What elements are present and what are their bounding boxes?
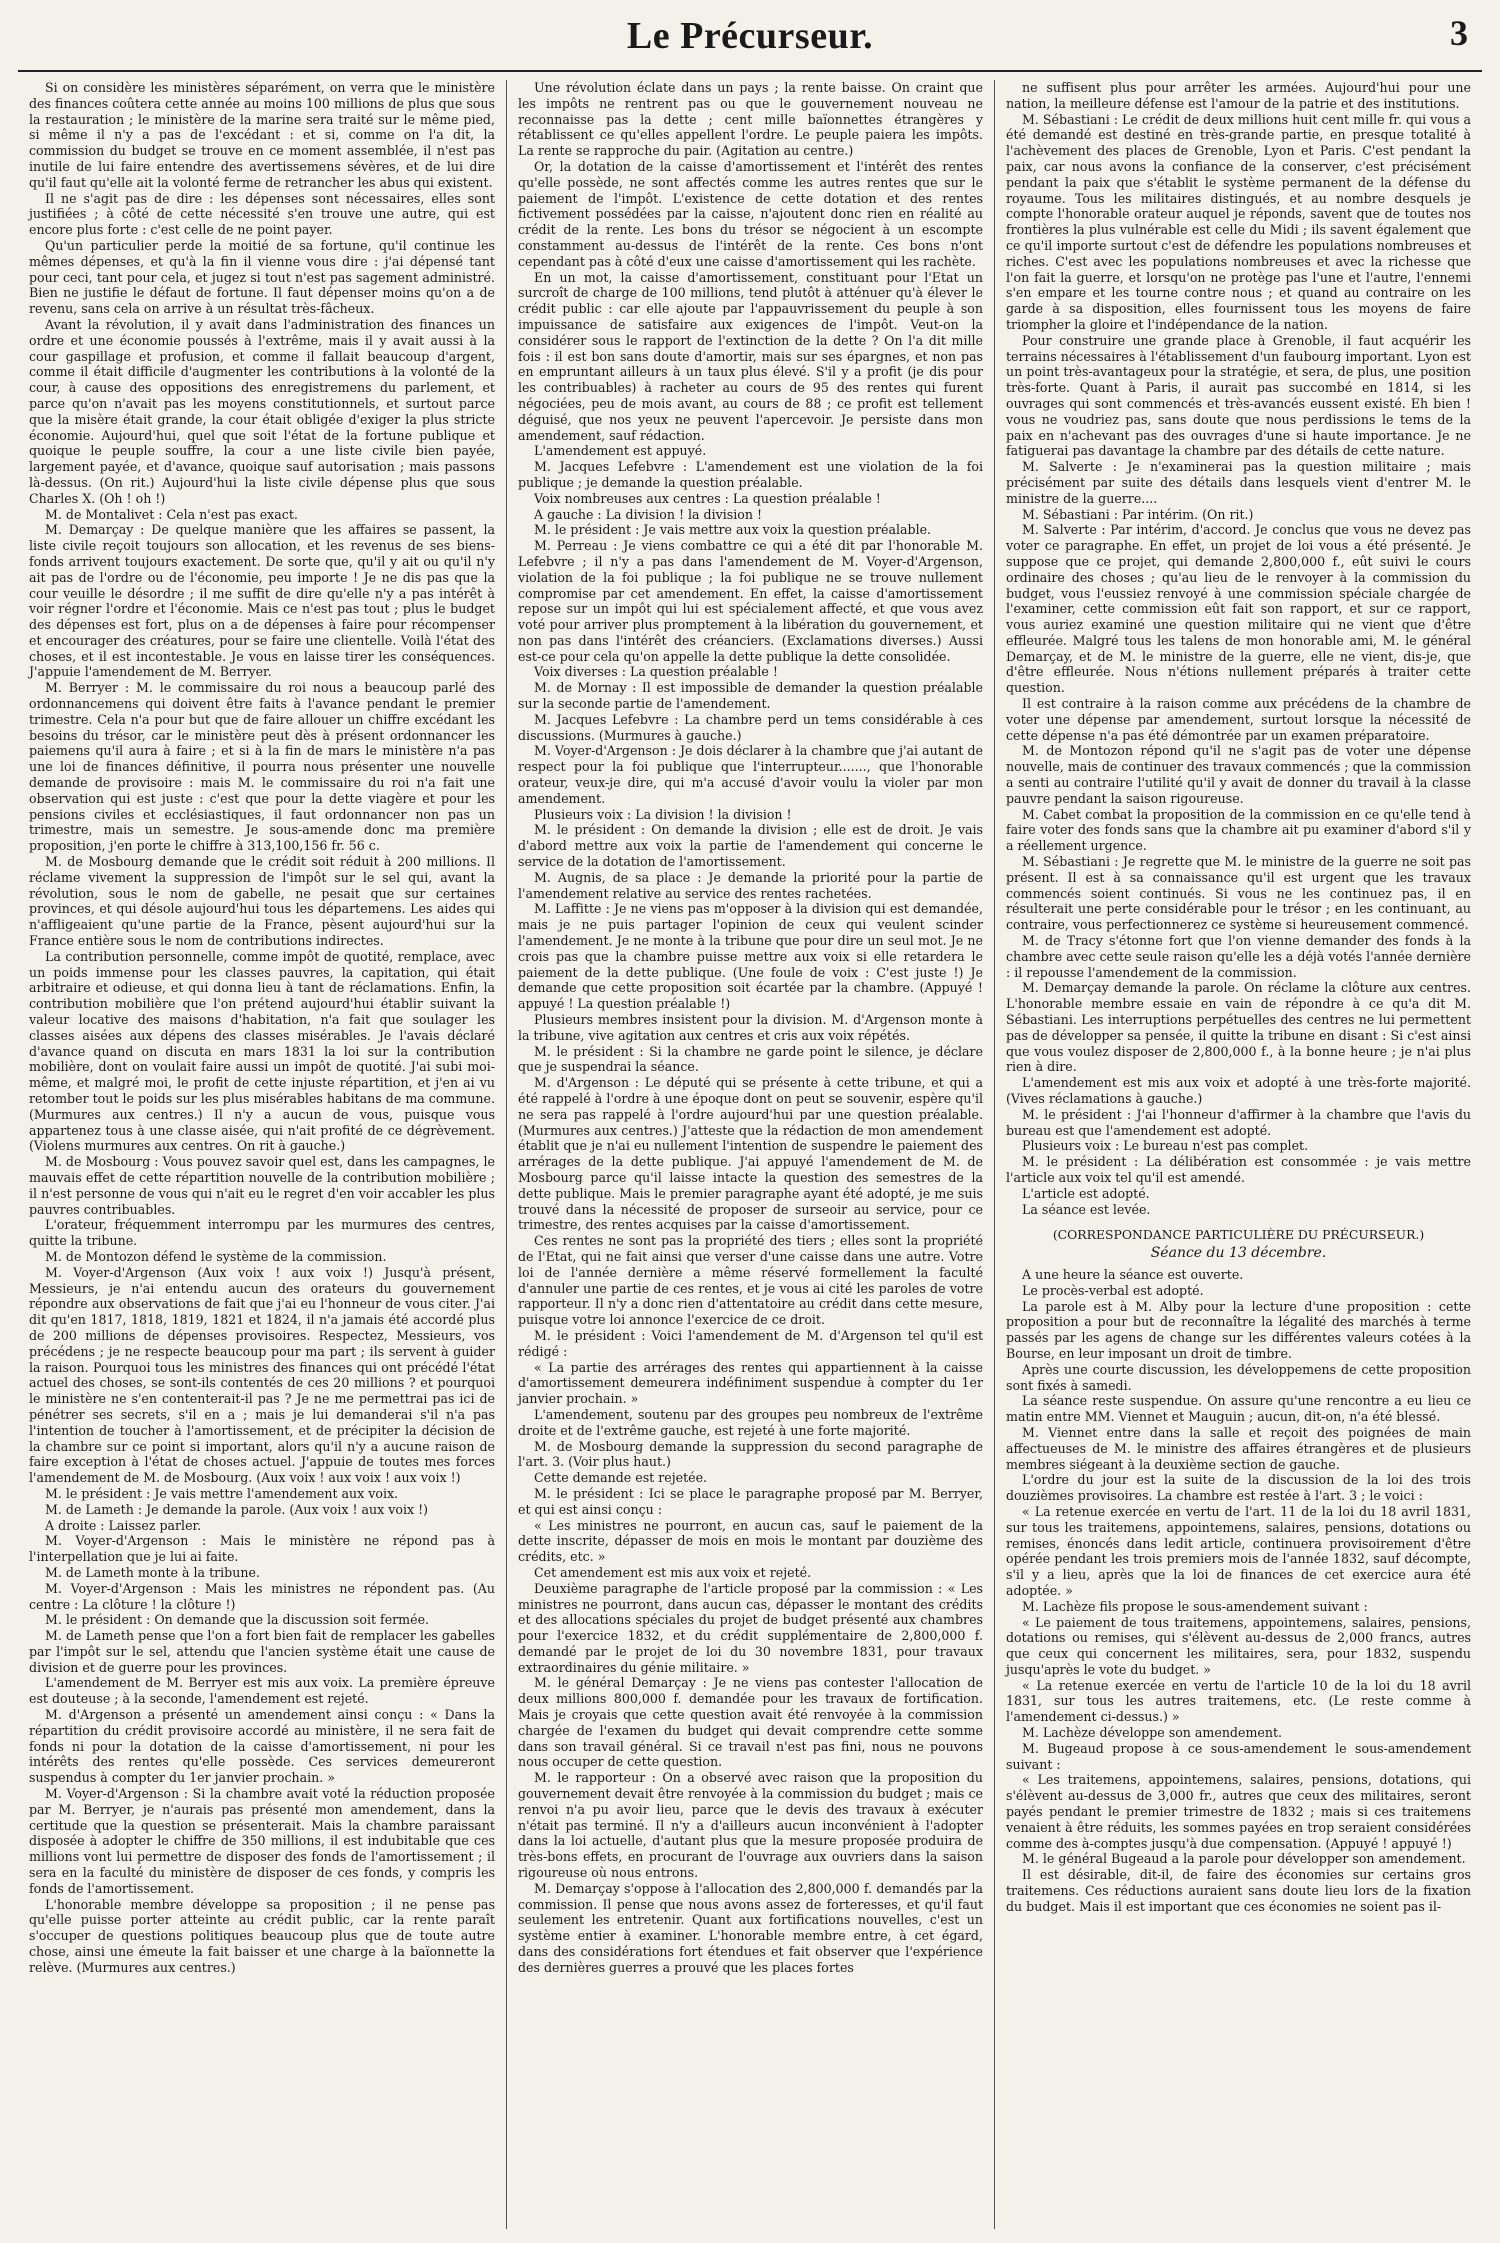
- paragraph: M. le président : J'ai l'honneur d'affirmer à la chambre que l'avis du bureau est que l'amendement est adopté.: [1006, 1106, 1471, 1138]
- paragraph: A droite : Laissez parler.: [45, 1517, 202, 1533]
- paragraph: M. Lachèze développe son amendement.: [1022, 1725, 1283, 1741]
- paragraph: M. de Mosbourg demande que le crédit soit réduit à 200 millions. Il réclame vivement la suppression de l'impôt sur le sel qui, avant la révolution, sous le nom de gabelle, ne pesait que sur certaines provinces, et qui désole aujourd'hui tous les départemens. Les aides qui n'affligeaient qu'une partie de la France, pèsent aujourd'hui sur la France entière sous le nom de contributions indirectes.: [29, 854, 495, 949]
- paragraph: M. de Montalivet : Cela n'est pas exact.: [45, 506, 298, 522]
- paragraph: « La retenue exercée en vertu de l'article 10 de la loi du 18 avril 1831, sur tous les autres traitemens, etc. (Le reste comme à l'amendement ci-dessus.) »: [1006, 1677, 1471, 1725]
- paragraph: M. Voyer-d'Argenson : Si la chambre avait voté la réduction proposée par M. Berryer, je n'aurais pas présenté mon amendement, dans la certitude que la question se présenterait. Mais la chambre paraissant disposée à adopter le chiffre de 350 millions, il est indubitable que ces millions vont lui permettre de disposer des fonds de l'amortissement ; il sera en la faculté du ministère de disposer de ces fonds, y compris les fonds de l'amortissement.: [29, 1786, 495, 1896]
- paragraph: Qu'un particulier perde la moitié de sa fortune, qu'il continue les mêmes dépenses, et qu'à la fin il vienne vous dire : j'ai dépensé tant pour ceci, tant pour cela, et jugez si tout n'est pas sagement administré. Bien ne justifie le défaut de fortune. Il faut dépenser moins qu'on a de revenu, sans cela on arrive à un résultat très-fâcheux.: [29, 237, 495, 317]
- paragraph: M. Laffitte : Je ne viens pas m'opposer à la division qui est demandée, mais je ne puis partager l'opinion de ceux qui veulent scinder l'amendement. Je ne monte à la tribune que pour dire un seul mot. Je ne crois pas que la chambre puisse mettre aux voix si elle retardera le paiement de la dette publique. (Une foule de voix : C'est juste !) Je demande que cette proposition soit écartée par la chambre. (Appuyé ! appuyé ! La question préalable !): [518, 901, 983, 1012]
- paragraph: « Le paiement de tous traitemens, appointemens, salaires, pensions, dotations ou remises, qui s'élèvent au-dessus de 2,000 francs, autres que ceux qui concernent les militaires, sera, pour 1832, suspendu jusqu'après le vote du budget. »: [1006, 1614, 1471, 1677]
- correspondence-header: (CORRESPONDANCE PARTICULIÈRE DU PRÉCURSEUR.): [1052, 1227, 1425, 1243]
- paragraph: M. le général Demarçay : Je ne viens pas contester l'allocation de deux millions 800,000 f. demandée pour les travaux de fortification. Mais je croyais que cette question avait été renvoyée à la commission chargée de l'examen du budget qui devait comprendre cette somme dans son travail général. Si ce travail n'est pas fini, nous ne pouvons nous occuper de cette question.: [518, 1675, 983, 1770]
- paragraph: M. Viennet entre dans la salle et reçoit des poignées de main affectueuses de M. le ministre des affaires étrangères et de plusieurs membres siégeant à la deuxième section de gauche.: [1006, 1424, 1471, 1472]
- paragraph: M. de Mosbourg : Vous pouvez savoir quel est, dans les campagnes, le mauvais effet de cette répartition nouvelle de la contribution mobilière ; il n'est personne de vous qui n'ait eu le regret d'en voir accabler les plus pauvres contribuables.: [29, 1154, 495, 1217]
- paragraph: Cette demande est rejetée.: [534, 1470, 708, 1486]
- paragraph: A une heure la séance est ouverte.: [1022, 1266, 1244, 1282]
- paragraph: M. d'Argenson a présenté un amendement ainsi conçu : « Dans la répartition du crédit provisoire accordé au ministère, il ne sera fait de fonds ni pour la dotation de la caisse d'amortissement, ni pour les intérêts des rentes qu'elle possède. Ces services demeureront suspendus à compter du 1er janvier prochain. »: [29, 1707, 495, 1786]
- paragraph: Or, la dotation de la caisse d'amortissement et l'intérêt des rentes qu'elle possède, ne sont affectés comme les autres rentes que sur le paiement de l'impôt. L'existence de cette dotation et des rentes fictivement possédées par la caisse, n'ajoutent donc rien en réalité au crédit de la rente. Les bons du trésor se négocient à un escompte constamment au-dessus de l'intérêt de la rente. Ces bons n'ont cependant pas à côté d'eux une caisse d'amortissement qui les rachète.: [518, 158, 983, 269]
- column-2: [506, 80, 994, 2229]
- paragraph: M. le rapporteur : On a observé avec raison que la proposition du gouvernement devait être renvoyée à la commission du budget ; mais ce renvoi n'a pu avoir lieu, parce que le devis des travaux à exécuter n'était pas terminé. Il n'y a d'ailleurs aucun inconvénient à l'adopter dans la loi actuelle, d'autant plus que la mesure proposée produira de très-bons effets, en procurant de l'ouvrage aux ouvriers dans la saison rigoureuse où nous entrons.: [518, 1770, 983, 1881]
- paragraph: L'amendement, soutenu par des groupes peu nombreux de l'extrême droite et de l'extrême gauche, est rejeté à une forte majorité.: [518, 1406, 983, 1438]
- paragraph: M. le général Bugeaud a la parole pour développer son amendement.: [1022, 1851, 1466, 1867]
- paragraph: M. Jacques Lefebvre : La chambre perd un tems considérable à ces discussions. (Murmures à gauche.): [518, 711, 983, 743]
- page-number: 3: [1450, 13, 1468, 53]
- masthead: [18, 0, 1482, 72]
- paragraph: Voix nombreuses aux centres : La question préalable !: [534, 490, 881, 506]
- paragraph: M. le président : Voici l'amendement de M. d'Argenson tel qu'il est rédigé :: [518, 1327, 983, 1359]
- paragraph: M. Demarçay demande la parole. On réclame la clôture aux centres. L'honorable membre essaie en vain de répondre à ce qu'a dit M. Sébastiani. Les interruptions perpétuelles des centres ne lui permettent pas de développer sa pensée, il quitte la tribune en disant : Si c'est ainsi que vous voulez disposer de 2,800,000 f., à la bonne heure ; je n'ai plus rien à dire.: [1006, 980, 1471, 1075]
- paragraph: M. Sébastiani : Par intérim. (On rit.): [1022, 506, 1254, 522]
- paragraph: Ces rentes ne sont pas la propriété des tiers ; elles sont la propriété de l'Etat, qui ne fait ainsi que verser d'une caisse dans une autre. Votre loi de l'année dernière a même réservé formellement la faculté d'annuler une partie de ces rentes, et je vous ai cité les paroles de votre rapporteur. Il n'y a donc rien d'attentatoire au crédit dans cette mesure, puisque votre loi annonce l'exercice de ce droit.: [518, 1233, 983, 1328]
- paragraph: ne suffisent plus pour arrêter les armées. Aujourd'hui pour une nation, la meilleure défense est l'amour de la patrie et des institutions.: [1006, 80, 1471, 111]
- paragraph: M. Voyer-d'Argenson (Aux voix ! aux voix !) Jusqu'à présent, Messieurs, je n'ai entendu aucun des orateurs du gouvernement répondre aux observations de fait que j'ai eu l'honneur de vous citer. J'ai dit qu'en 1817, 1818, 1819, 1821 et 1824, il n'a jamais été accordé plus de 200 millions de dépenses provisoires. Respectez, Messieurs, vos précédens ; je ne respecte beaucoup pour ma part ; ils servent à guider la raison. Pourquoi tous les ministres des finances qui ont précédé l'état actuel des choses, se sont-ils contentés de ces 20 millions ? et pourquoi le ministère ne s'en contenterait-il pas ? Je ne me permettrai pas ici de pénétrer ses secrets, s'il en a ; mais je lui demanderai s'il n'a pas l'intention de toucher à l'amortissement, et de précipiter la décision de la chambre sur ce point si important, alors qu'il n'y a aucune raison de faire exception à l'état de choses actuel. J'appuie de toutes mes forces l'amendement de M. de Mosbourg. (Aux voix ! aux voix ! aux voix !): [29, 1264, 495, 1486]
- paragraph: A gauche : La division ! la division !: [534, 506, 763, 522]
- paragraph: M. de Lameth : Je demande la parole. (Aux voix ! aux voix !): [45, 1501, 429, 1517]
- paragraph: « La partie des arrérages des rentes qui appartiennent à la caisse d'amortissement demeurera indéfiniment suspendue à compter du 1er janvier prochain. »: [518, 1359, 983, 1407]
- paragraph: M. de Tracy s'étonne fort que l'on vienne demander des fonds à la chambre avec cette seule raison qu'elle les a déjà votés l'année dernière : il repousse l'amendement de la commission.: [1006, 933, 1471, 980]
- paragraph: M. le président : La délibération est consommée : je vais mettre l'article aux voix tel qu'il est amendé.: [1006, 1154, 1471, 1185]
- paragraph: Voix diverses : La question préalable !: [534, 664, 778, 680]
- paragraph: En un mot, la caisse d'amortissement, constituant pour l'Etat un surcroît de charge de 100 millions, tend plutôt à atténuer qu'à élever le crédit public : car elle ajoute par l'appauvrissement du peuple à son impuissance de satisfaire aux exigences de l'impôt. Veut-on la considérer sous le rapport de l'extinction de la dette ? On l'a dit mille fois : il est bon sans doute d'amortir, mais sur ses épargnes, et non pas en empruntant ailleurs à un taux plus élevé. S'il y a profit (je dis pour les contribuables) à racheter au cours de 95 des rentes qui furent négociées, peu de mois avant, au cours de 88 ; ce profit est tellement déguisé, que nos yeux ne peuvent l'apercevoir. Je persiste dans mon amendement, sauf rédaction.: [518, 269, 983, 443]
- paragraph: Avant la révolution, il y avait dans l'administration des finances un ordre et une économie poussés à l'extrême, mais il y avait aussi à la cour gaspillage et profusion, et comme il fallait beaucoup d'argent, comme il était difficile d'augmenter les contributions à la volonté de la cour, à cause des oppositions des enregistremens du parlement, et parce qu'on n'avait pas les moyens constitutionnels, et surtout parce que la misère était grande, la cour était obligée d'exiger la plus stricte économie. Aujourd'hui, quel que soit l'état de la fortune publique et quoique le peuple souffre, la cour a une liste civile bien payée, largement payée, et d'avance, quoique sauf autorisation ; mais passons là-dessus. (On rit.) Aujourd'hui la liste civile dépense plus que sous Charles X. (Oh ! oh !): [29, 316, 495, 506]
- paragraph: M. de Lameth pense que l'on a fort bien fait de remplacer les gabelles par l'impôt sur le sel, attendu que l'ancien système était une cause de division et de guerre pour les provinces.: [29, 1628, 495, 1675]
- paragraph: L'article est adopté.: [1022, 1185, 1150, 1201]
- paragraph: L'amendement est mis aux voix et adopté à une très-forte majorité. (Vives réclamations à gauche.): [1006, 1075, 1471, 1106]
- paragraph: M. de Lameth monte à la tribune.: [45, 1564, 260, 1580]
- paragraph: M. Salverte : Par intérim, d'accord. Je conclus que vous ne devez pas voter ce paragraphe. En effet, un projet de loi vous a été présenté. Je suppose que ce projet, qui demande 2,800,000 f., eût suivi le cours ordinaire des choses ; qu'au lieu de le renvoyer à la commission du budget, vous l'eussiez renvoyé à une commission spéciale chargée de l'examiner, cette commission eût fait son rapport, et sur ce rapport, vous auriez examiné une question militaire qui ne vient que d'être effleurée. Malgré tous les talens de mon honorable ami, M. le général Demarçay, et de M. le ministre de la guerre, elle ne vient, dis-je, que d'être effleurée. Nous n'étions nullement préparés à traiter cette question.: [1006, 522, 1471, 696]
- paragraph: Cet amendement est mis aux voix et rejeté.: [534, 1564, 812, 1580]
- paragraph: M. Cabet combat la proposition de la commission en ce qu'elle tend à faire voter des fonds sans que la chambre ait pu examiner d'abord s'il y a réellement urgence.: [1006, 806, 1471, 854]
- paragraph: L'orateur, fréquemment interrompu par les murmures des centres, quitte la tribune.: [29, 1217, 495, 1249]
- column-1: [18, 80, 506, 2229]
- paragraph: Il est désirable, dit-il, de faire des économies sur certains gros traitemens. Ces réductions auraient sans doute lieu lors de la fixation du budget. Mais il est important que ces économies ne soient pas il-: [1006, 1867, 1471, 1914]
- paragraph: L'amendement de M. Berryer est mis aux voix. La première épreuve est douteuse ; à la seconde, l'amendement est rejeté.: [29, 1675, 495, 1707]
- paragraph: M. de Montozon défend le système de la commission.: [45, 1248, 387, 1264]
- paragraph: M. Demarçay : De quelque manière que les affaires se passent, la liste civile reçoit toujours son allocation, et les revenus de ses biens-fonds arrivent toujours exactement. De sorte que, qu'il y ait ou qu'il n'y ait pas de l'ordre ou de l'économie, peu importe ! Je ne dis pas que la cour veuille le désordre ; il me suffit de dire qu'elle n'y a pas intérêt à voir régner l'ordre et l'économie. Mais ce n'est pas tout ; plus le budget des dépenses est fort, plus on a de dépenses à faire pour récompenser et encourager des créatures, pour se faire une clientelle. Voilà l'état des choses, et il est incontestable. Je vous en laisse tirer les conséquences. J'appuie l'amendement de M. Berryer.: [29, 522, 495, 680]
- paragraph: La parole est à M. Alby pour la lecture d'une proposition : cette proposition a pour but de reconnaître la légalité des marchés à terme passés par les agens de change sur les différentes valeurs cotées à la Bourse, en leur imposant un droit de timbre.: [1006, 1298, 1471, 1361]
- paragraph: « Les traitemens, appointemens, salaires, pensions, dotations, qui s'élèvent au-dessus de 3,000 fr., autres que ceux des militaires, seront payés pendant le premier trimestre de 1832 ; mais si ces traitemens venaient à être réduits, les sommes payées en trop seraient considérées comme des à-comptes jusqu'à due compensation. (Appuyé ! appuyé !): [1006, 1772, 1471, 1851]
- paragraph: M. de Montozon répond qu'il ne s'agit pas de voter une dépense nouvelle, mais de continuer des travaux commencés ; que la commission a senti au contraire l'utilité qu'il y avait de donner du travail à la classe pauvre pendant la saison rigoureuse.: [1006, 743, 1471, 806]
- paragraph: Il est contraire à la raison comme aux précédens de la chambre de voter une dépense par amendement, surtout lorsque la nécessité de cette dépense n'a pas été démontrée par un examen préparatoire.: [1006, 696, 1471, 743]
- paragraph: M. Demarçay s'oppose à l'allocation des 2,800,000 f. demandés par la commission. Il pense que nous avons assez de forteresses, et qu'il faut seulement les entretenir. Quant aux fortifications nouvelles, c'est un système entier à examiner. L'honorable membre entre, à cet égard, dans des considérations fort étendues et fait observer que l'expérience des dernières guerres a prouvé que les places fortes: [518, 1880, 983, 1975]
- paragraph: M. Jacques Lefebvre : L'amendement est une violation de la foi publique ; je demande la question préalable.: [518, 459, 983, 490]
- paragraph: Pour construire une grande place à Grenoble, il faut acquérir les terrains nécessaires à l'établissement d'un faubourg important. Lyon est un point très-avantageux pour la stratégie, et sera, de plus, une position très-forte. Quant à Paris, il aurait pas succombé en 1814, si les ouvrages qui sont commencés et très-avancés eussent existé. Eh bien ! vous ne voudriez pas, sans doute que nous perdissions le tems de la paix en n'achevant pas des ouvrages d'une si haute importance. Je ne fatiguerai pas davantage la chambre par des détails de cette nature.: [1006, 332, 1471, 459]
- newspaper-title: Le Précurseur.: [626, 15, 874, 57]
- paragraph: L'honorable membre développe sa proposition ; il ne pense pas qu'elle puisse porter atteinte au crédit public, car la rente paraît s'occuper de questions politiques beaucoup plus que de toute autre chose, ainsi une émeute la fait baisser et une charge à la baïonnette la relève. (Murmures aux centres.): [29, 1896, 495, 1975]
- paragraph: M. Berryer : M. le commissaire du roi nous a beaucoup parlé des ordonnancemens qui doivent être faits à l'avance pendant le premier trimestre. Cela n'a pour but que de faire allouer un chiffre excédant les besoins du trésor, car le ministère peut dès à présent ordonnancer les paiemens qu'il aura à faire ; et si à la fin de mars le ministère n'a pas une loi de finances définitive, il pourra nous présenter une nouvelle demande de provisoire : mais M. le commissaire du roi n'a fait une observation qui est juste : c'est que pour la dette viagère et pour les pensions civiles et ecclésiastiques, il faut ordonnancer non pas un trimestre, mais un semestre. Je sous-amende donc ma première proposition, j'en porte le chiffre à 313,100,156 fr. 56 c.: [29, 680, 495, 854]
- paragraph: M. Voyer-d'Argenson : Je dois déclarer à la chambre que j'ai autant de respect pour la foi publique que l'interrupteur......., que l'honorable orateur, veux-je dire, qui m'a accusé d'avoir voulu la violer par mon amendement.: [518, 743, 983, 806]
- paragraph: « Les ministres ne pourront, en aucun cas, sauf le paiement de la dette inscrite, dépasser de mois en mois le montant par douzième des crédits, etc. »: [518, 1517, 983, 1565]
- paragraph: M. de Mornay : Il est impossible de demander la question préalable sur la seconde partie de l'amendement.: [518, 680, 983, 712]
- paragraph: L'ordre du jour est la suite de la discussion de la loi des trois douzièmes provisoires. La chambre est restée à l'art. 3 ; le voici :: [1006, 1472, 1471, 1504]
- paragraph: M. Perreau : Je viens combattre ce qui a été dit par l'honorable M. Lefebvre ; il n'y a pas dans l'amendement de M. Voyer-d'Argenson, violation de la foi publique ; la foi publique ne se trouve nullement compromise par cet amendement. En effet, la caisse d'amortissement repose sur un impôt qui lui est spécialement affecté, et que vous avez voté pour arriver plus promptement à la libération du gouvernement, et non pas dans l'intérêt des créanciers. (Exclamations diverses.) Aussi est-ce pour cela qu'on appelle la dette publique la dette consolidée.: [518, 538, 983, 664]
- paragraph: M. le président : Ici se place le paragraphe proposé par M. Berryer, et qui est ainsi conçu :: [518, 1485, 983, 1517]
- paragraph: La séance reste suspendue. On assure qu'une rencontre a eu lieu ce matin entre MM. Viennet et Mauguin ; aucun, dit-on, n'a été blessé.: [1006, 1393, 1471, 1425]
- paragraph: M. Augnis, de sa place : Je demande la priorité pour la partie de l'amendement relative au service des rentes rachetées.: [518, 869, 983, 901]
- paragraph: L'amendement est appuyé.: [534, 443, 707, 459]
- section-heading: Séance du 13 décembre.: [1150, 1245, 1327, 1262]
- paragraph: « La retenue exercée en vertu de l'art. 11 de la loi du 18 avril 1831, sur tous les traitemens, appointemens, salaires, pensions, dotations ou remises, énoncés dans ledit article, continuera provisoirement d'être opérée pendant les trois premiers mois de l'année 1832, sauf décompte, s'il y a lieu, après que la loi de finances de cet exercice aura été adoptée. »: [1006, 1503, 1471, 1598]
- paragraph: M. le président : On demande la division ; elle est de droit. Je vais d'abord mettre aux voix la partie de l'amendement qui concerne le service de la dotation de l'amortissement.: [518, 822, 983, 870]
- paragraph: M. Voyer-d'Argenson : Mais le ministère ne répond pas à l'interpellation que je lui ai faite.: [29, 1533, 495, 1565]
- paragraph: M. le président : Si la chambre ne garde point le silence, je déclare que je suspendrai la séance.: [518, 1043, 983, 1075]
- paragraph: Plusieurs membres insistent pour la division. M. d'Argenson monte à la tribune, vive agitation aux centres et cris aux voix répétés.: [518, 1012, 983, 1043]
- paragraph: Plusieurs voix : La division ! la division !: [534, 806, 792, 822]
- paragraph: Deuxième paragraphe de l'article proposé par la commission : « Les ministres ne pourront, dans aucun cas, dépasser le montant des crédits et des allocations spéciales du projet de budget présenté aux chambres pour l'exercice 1832, et du crédit supplémentaire de 2,800,000 f. demandé par le projet de loi du 30 novembre 1831, pour travaux extraordinaires du génie militaire. »: [518, 1580, 983, 1675]
- paragraph: M. Voyer-d'Argenson : Mais les ministres ne répondent pas. (Au centre : La clôture ! la clôture !): [29, 1580, 495, 1612]
- paragraph: M. Sébastiani : Le crédit de deux millions huit cent mille fr. qui vous a été demandé est destiné en très-grande partie, en presque totalité à l'achèvement des places de Grenoble, Lyon et Paris. C'est pendant la paix, car nous avons la confiance de la conserver, c'est précisément pendant la paix que s'établit le système permanent de la défense du royaume. Tous les militaires distingués, et au nombre desquels je compte l'honorable orateur auquel je réponds, savent que de toutes nos frontières la plus vulnérable est celle du Midi ; ils savent également que ce qu'il importe surtout c'est de défendre les populations nombreuses et riches. C'est avec les populations nombreuses et avec la richesse que l'on fait la guerre, et lorsqu'on ne protège pas l'une et l'autre, l'ennemi s'en empare et les tourne contre nous ; et quand au contraire on les garde à sa disposition, elles fournissent tous les moyens de faire triompher la gloire et l'indépendance de la nation.: [1006, 111, 1471, 332]
- paragraph: M. de Mosbourg demande la suppression du second paragraphe de l'art. 3. (Voir plus haut.): [518, 1438, 983, 1470]
- paragraph: M. Sébastiani : Je regrette que M. le ministre de la guerre ne soit pas présent. Il est à sa connaissance qu'il est urgent que les travaux commencés soient continués. Si vous ne les continuez pas, il en résulterait une perte considérable pour le trésor ; en les continuant, au contraire, vous perfectionnerez ce système si heureusement commencé.: [1006, 854, 1471, 933]
- article-columns: [18, 80, 1482, 2229]
- paragraph: M. le président : Je vais mettre aux voix la question préalable.: [534, 522, 932, 538]
- paragraph: Si on considère les ministères séparément, on verra que le ministère des finances coûtera cette année au moins 100 millions de plus que sous la restauration ; le ministère de la marine sera traité sur le même pied, si même il n'y a pas de l'excédant : et si, comme on l'a dit, la commission du budget se trouve en ce moment assemblée, il n'est pas inutile de lui faire entendre des avertissemens sévères, et de lui dire qu'il faut qu'elle ait la volonté ferme de retrancher les abus qui existent.: [29, 80, 495, 190]
- paragraph: Plusieurs voix : Le bureau n'est pas complet.: [1022, 1138, 1309, 1154]
- paragraph: M. le président : On demande que la discussion soit fermée.: [45, 1612, 430, 1628]
- paragraph: Une révolution éclate dans un pays ; la rente baisse. On craint que les impôts ne rentrent pas ou que le gouvernement nouveau ne reconnaisse pas la dette ; cent mille baïonnettes étrangères y rétablissent ce qu'elles appellent l'ordre. Le peuple paiera les impôts. La rente se rapproche du pair. (Agitation au centre.): [518, 80, 983, 159]
- paragraph: La contribution personnelle, comme impôt de quotité, remplace, avec un poids immense pour les classes pauvres, la capitation, qui était arbitraire et odieuse, et qui donna lieu à tant de réclamations. Enfin, la contribution mobilière que l'on prétend aujourd'hui établir suivant la valeur locative des maisons d'habitation, n'a fait que soulager les classes aisées aux dépens des classes misérables. Je l'avais déclaré d'avance quand on discuta en mars 1831 la loi sur la contribution mobilière, dont on voulait faire aussi un impôt de quotité. J'ai subi moi-même, et malgré moi, le profit de cette injuste répartition, et j'en ai vu retomber tout le poids sur les plus misérables habitans de ma commune. (Murmures aux centres.) Il n'y a aucun de vous, puisque vous appartenez tous à une classe aisée, qui n'ait profité de ce dégrèvement. (Violens murmures aux centres. On rit à gauche.): [29, 948, 495, 1154]
- paragraph: Après une courte discussion, les développemens de cette proposition sont fixés à samedi.: [1006, 1361, 1471, 1393]
- column-3: [994, 80, 1482, 2229]
- paragraph: M. d'Argenson : Le député qui se présente à cette tribune, et qui a été rappelé à l'ordre à une époque dont on peut se souvenir, espère qu'il ne sera pas rappelé à l'ordre aujourd'hui par une question préalable. (Murmures aux centres.) J'atteste que la rédaction de mon amendement établit que je n'ai eu nullement l'intention de suspendre le paiement des arrérages de la dette publique. J'ai appuyé l'amendement de M. de Mosbourg parce qu'il laisse intacte la question des semestres de la dette publique. Mais le premier paragraphe ayant été adopté, je me suis trouvé dans la nécessité de proposer de surseoir au service, pour ce trimestre, des rentes acquises par la caisse d'amortissement.: [518, 1075, 983, 1233]
- paragraph: M. Bugeaud propose à ce sous-amendement le sous-amendement suivant :: [1006, 1740, 1471, 1772]
- paragraph: M. le président : Je vais mettre l'amendement aux voix.: [45, 1485, 399, 1501]
- paragraph: Il ne s'agit pas de dire : les dépenses sont nécessaires, elles sont justifiées ; à côté de cette nécessité s'en trouve une autre, qui est encore plus forte : c'est celle de ne point payer.: [29, 190, 495, 238]
- paragraph: La séance est levée.: [1022, 1201, 1151, 1217]
- paragraph: M. Salverte : Je n'examinerai pas la question militaire ; mais précisément par suite des détails dans lesquels vient d'entrer M. le ministre de la guerre....: [1006, 459, 1471, 506]
- paragraph: Le procès-verbal est adopté.: [1022, 1282, 1204, 1298]
- paragraph: M. Lachèze fils propose le sous-amendement suivant :: [1022, 1598, 1368, 1614]
